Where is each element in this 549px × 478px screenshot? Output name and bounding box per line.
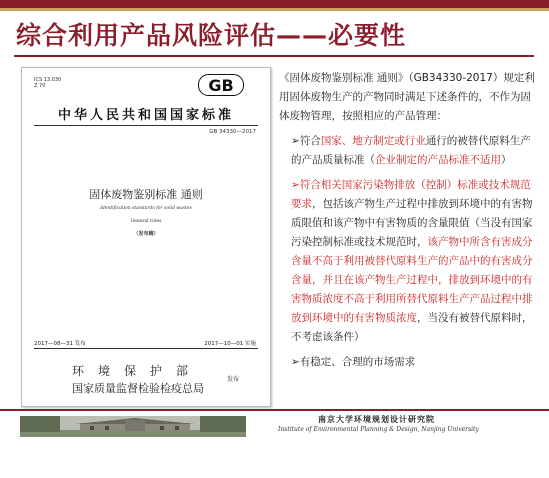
bullet-arrow-icon: ➢ — [291, 135, 300, 147]
issuer-ministry: 环境保护部 — [72, 364, 203, 378]
condition-text: 有稳定、合理的市场需求 — [299, 356, 416, 368]
intro-paragraph: 《固体废物鉴别标准 通则》（GB34330-2017）规定利用固体废物生产的产物同时满足下述条件的，不作为固体废物管理，按照相应的产品管理： — [279, 72, 535, 122]
top-banner-accent — [0, 8, 549, 11]
condition-text: ） — [501, 154, 512, 166]
bullet-arrow-icon: ➢ — [291, 356, 300, 368]
standard-english-title: Identification standards for solid wastes — [100, 206, 192, 211]
effective-date: 2017—10—01 实施 — [204, 341, 256, 347]
condition-pollution-standard — [279, 176, 537, 347]
ics-code — [34, 77, 61, 89]
footer-org-cn: 南京大学环境规划设计研究院 — [318, 414, 435, 424]
draft-label: （发布稿） — [133, 231, 159, 237]
condition-emphasis: 符合相关国家污染物排放（控制）标准或技术规范要求 — [291, 179, 531, 210]
standard-title: 固体废物鉴别标准 通则 — [89, 188, 203, 201]
footer-rule — [34, 348, 258, 349]
condition-text: ，包括该产物生产过程中排放到环境中的有害物质限值和该产物中有害物质的含量限值（当没有国家污染控制标准或技术规范时， — [291, 198, 533, 248]
standard-cover-image — [21, 67, 271, 407]
gb-logo-icon — [198, 74, 244, 96]
condition-emphasis: 该产物中所含有害成分含量不高于利用被替代原料生产的产品中的有害成分含量，并且在该产物生产过程中，排放到环境中的有害物质浓度不高于利用所替代原料生产产品过程中排放到环境中的有害物质浓度 — [291, 236, 533, 324]
requirements-text — [279, 69, 537, 372]
ics-number: ICS 13.030 — [34, 77, 62, 83]
standard-english-subtitle: General rules — [130, 219, 162, 224]
campus-photo-image — [20, 416, 246, 437]
slide-title: 综合利用产品风险评估——必要性 — [16, 21, 407, 50]
condition-quality-standard — [279, 132, 537, 170]
nation-standard-heading: 中华人民共和国国家标准 — [57, 108, 234, 123]
header-rule — [34, 125, 258, 126]
condition-text: 符合 — [299, 135, 321, 147]
gb-logo-text: GB — [208, 76, 234, 95]
condition-emphasis: 国家、地方制定或行业 — [320, 135, 426, 147]
condition-text: ，当没有被替代原料时，不考虑该条件） — [291, 312, 533, 343]
publish-label: 发布 — [227, 376, 240, 383]
footer-rule-line — [0, 409, 549, 411]
issuer-aqsiq: 国家质量监督检验检疫总局 — [72, 382, 204, 395]
gb-number: GB 34330—2017 — [209, 129, 256, 135]
condition-text: 通行的被替代原料生产的产品质量标准（ — [291, 135, 531, 166]
ccs-number: Z 70 — [34, 83, 46, 89]
condition-market-demand — [279, 353, 537, 372]
title-underline — [14, 55, 534, 57]
release-date: 2017—08—31 发布 — [34, 341, 86, 347]
top-banner — [0, 0, 549, 8]
condition-emphasis: 企业制定的产品标准不适用 — [375, 154, 501, 166]
bullet-arrow-icon: ➢ — [291, 179, 300, 191]
footer-org-en: Institute of Environmental Planning & Design, Nanjing University — [278, 426, 479, 433]
